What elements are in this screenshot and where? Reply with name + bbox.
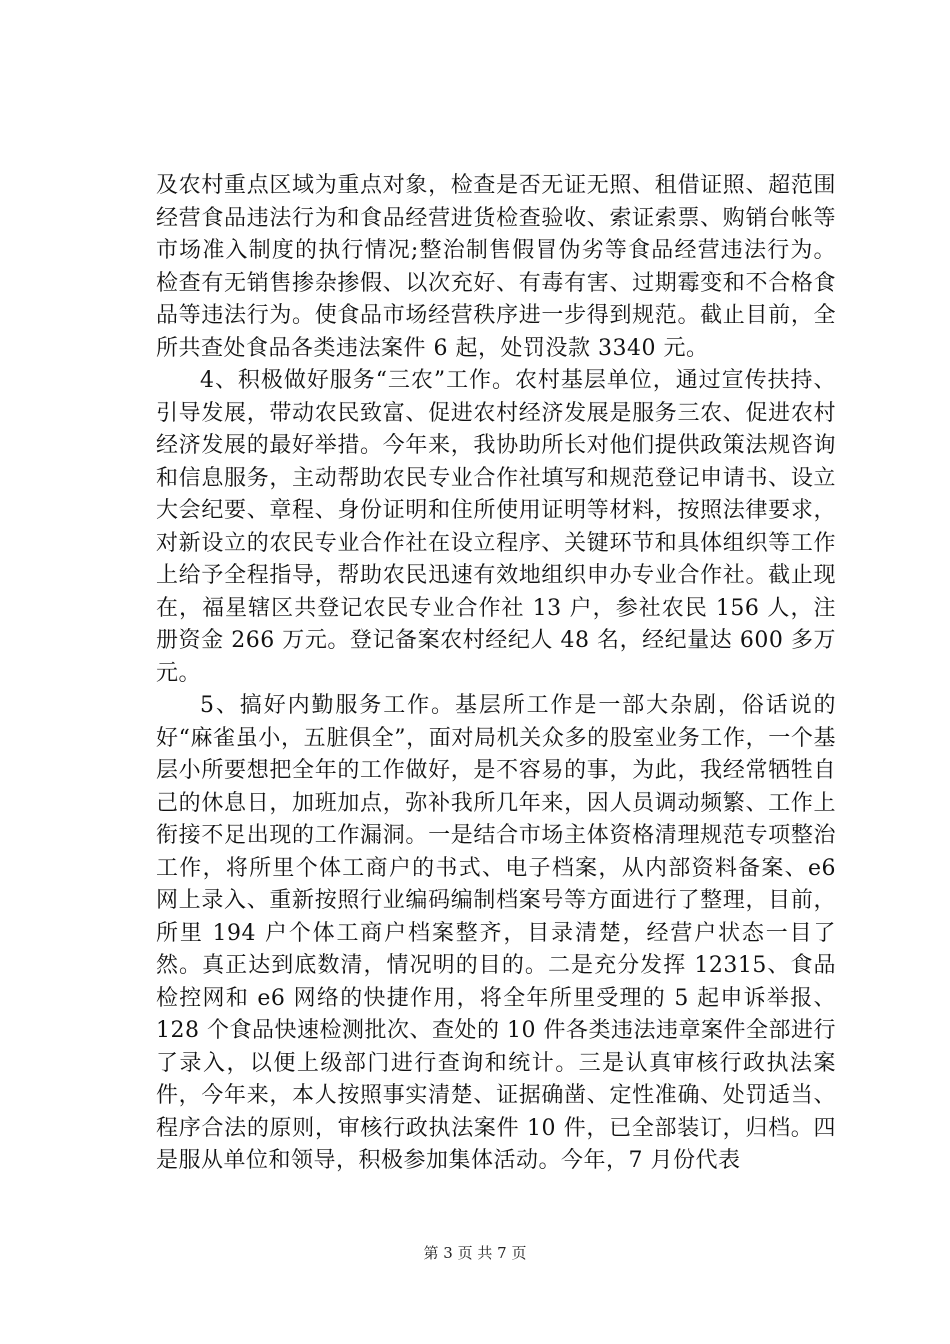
paragraph-section-4: 4、积极做好服务“三农”工作。农村基层单位，通过宣传扶持、引导发展，带动农民致富、促进农村经济发展是服务三农、促进农村经济发展的最好举措。今年来，我协助所长对他们提供政策法规咨询和信息服务，主动帮助农民专业合作社填写和规范登记申请书、设立大会纪要、章程、身份证明和住所使用证明等材料，按照法律要求，对新设立的农民专业合作社在设立程序、关键环节和具体组织等工作上给予全程指导，帮助农民迅速有效地组织申办专业合作社。截止现在，福星辖区共登记农民专业合作社 13 户，参社农民 156 人，注册资金 266 万元。登记备案农村经纪人 48 名，经纪量达 600 多万元。: [156, 368, 836, 686]
page-footer: 第 3 页 共 7 页: [423, 1244, 527, 1262]
paragraph-continuation: 及农村重点区域为重点对象，检查是否无证无照、租借证照、超范围经营食品违法行为和食品经营进货检查验收、索证索票、购销台帐等市场准入制度的执行情况;整治制售假冒伪劣等食品经营违法行为。检查有无销售掺杂掺假、以次充好、有毒有害、过期霉变和不合格食品等违法行为。使食品市场经营秩序进一步得到规范。截止目前，全所共查处食品各类违法案件 6 起，处罚没款 3340 元。: [156, 173, 836, 361]
document-body: [156, 170, 836, 1178]
paragraph-section-5: 5、搞好内勤服务工作。基层所工作是一部大杂剧，俗话说的好“麻雀虽小，五脏俱全”，面对局机关众多的股室业务工作，一个基层小所要想把全年的工作做好，是不容易的事，为此，我经常牺牲自己的休息日，加班加点，弥补我所几年来，因人员调动频繁、工作上衔接不足出现的工作漏洞。一是结合市场主体资格清理规范专项整治工作，将所里个体工商户的书式、电子档案，从内部资料备案、e6 网上录入、重新按照行业编码编制档案号等方面进行了整理，目前，所里 194 户个体工商户档案整齐，目录清楚，经营户状态一目了然。真正达到底数清，情况明的目的。二是充分发挥 12315、食品检控网和 e6 网络的快捷作用，将全年所里受理的 5 起申诉举报、128 个食品快速检测批次、查处的 10 件各类违法违章案件全部进行了录入，以便上级部门进行查询和统计。三是认真审核行政执法案件，今年来，本人按照事实清楚、证据确凿、定性准确、处罚适当、程序合法的原则，审核行政执法案件 10 件，已全部装订，归档。四是服从单位和领导，积极参加集体活动。今年，7 月份代表: [156, 693, 836, 1173]
